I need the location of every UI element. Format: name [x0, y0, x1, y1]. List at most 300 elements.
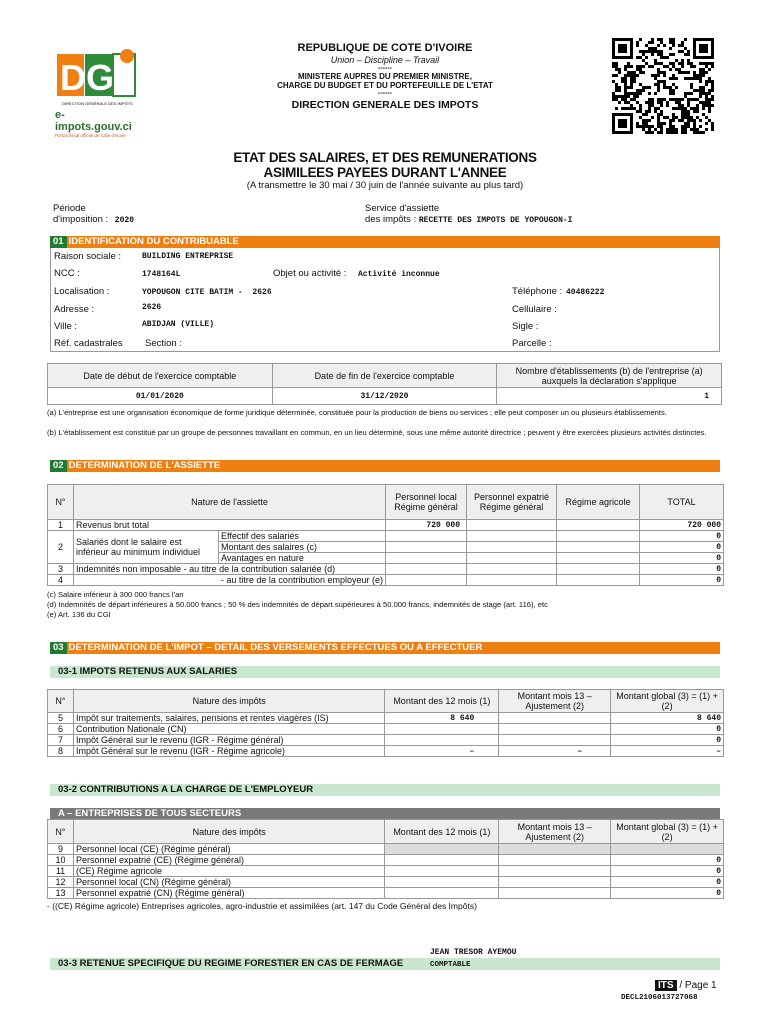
qr-module: [699, 131, 702, 134]
qr-module: [660, 104, 663, 107]
qr-module: [678, 119, 681, 122]
period-label-2: d'imposition :: [53, 214, 109, 225]
qr-module: [657, 62, 660, 65]
qr-module: [711, 86, 714, 89]
qr-module: [660, 56, 663, 59]
row-amount-13: [499, 735, 611, 746]
qr-module: [705, 65, 708, 68]
qr-module: [672, 128, 675, 131]
qr-module: [672, 83, 675, 86]
qr-module: [618, 71, 621, 74]
row-amount-12: –: [385, 746, 499, 757]
qr-module: [651, 101, 654, 104]
qr-module: [684, 95, 687, 98]
dgi-logo: [55, 48, 140, 136]
qr-module: [636, 74, 639, 77]
qr-module: [615, 62, 618, 65]
qr-module: [669, 131, 672, 134]
qr-module: [672, 65, 675, 68]
qr-module: [711, 95, 714, 98]
row-label: Personnel expatrié (CE) (Régime général): [73, 855, 384, 866]
row-number: 1: [48, 520, 74, 531]
telephone-value: 40486222: [566, 288, 605, 297]
qr-module: [666, 86, 669, 89]
qr-module: [624, 68, 627, 71]
qr-module: [693, 128, 696, 131]
qr-module: [630, 80, 633, 83]
qr-module: [648, 101, 651, 104]
row-label: - au titre de la contribution employeur (e): [74, 575, 386, 586]
exercice-start: 01/01/2020: [48, 388, 273, 405]
qr-module: [657, 98, 660, 101]
row-label: Contribution Nationale (CN): [73, 724, 384, 735]
qr-module: [657, 86, 660, 89]
qr-module: [699, 62, 702, 65]
col-header: TOTAL: [640, 485, 724, 520]
qr-module: [702, 68, 705, 71]
direction-title: DIRECTION GENERALE DES IMPOTS: [291, 99, 479, 111]
qr-module: [708, 110, 711, 113]
qr-module: [663, 71, 666, 74]
qr-module: [621, 95, 624, 98]
qr-module: [681, 71, 684, 74]
qr-module: [669, 77, 672, 80]
qr-module: [711, 104, 714, 107]
qr-module: [645, 44, 648, 47]
qr-module: [633, 107, 636, 110]
row-total: 0: [640, 575, 724, 586]
col-header: N°: [48, 690, 74, 713]
qr-module: [627, 92, 630, 95]
qr-module: [705, 128, 708, 131]
table-row: [48, 713, 724, 724]
qr-module: [696, 98, 699, 101]
qr-module: [627, 74, 630, 77]
qr-module: [651, 65, 654, 68]
service-label-2: des impôts :: [365, 214, 417, 225]
qr-module: [690, 98, 693, 101]
localisation-value: YOPOUGON CITE BATIM - 2626: [142, 288, 272, 297]
qr-module: [651, 125, 654, 128]
qr-module: [639, 38, 642, 41]
qr-module: [642, 89, 645, 92]
qr-module: [624, 92, 627, 95]
qr-module: [672, 119, 675, 122]
qr-module: [708, 68, 711, 71]
row-amount-13: –: [499, 746, 611, 757]
qr-module: [642, 125, 645, 128]
table-row: [48, 746, 724, 757]
qr-module: [711, 83, 714, 86]
logo-site: e-impots.gouv.ci: [55, 109, 132, 133]
qr-module: [684, 77, 687, 80]
qr-module: [708, 107, 711, 110]
qr-module: [636, 95, 639, 98]
qr-module: [681, 41, 684, 44]
row-number: 9: [48, 844, 74, 855]
col-header: Montant global (3) = (1) + (2): [611, 820, 724, 844]
row-amount-12: [385, 724, 499, 735]
row-label: Personnel local (CN) (Régime général): [73, 877, 384, 888]
qr-module: [696, 77, 699, 80]
section-02-header: [50, 460, 720, 472]
qr-module: [672, 44, 675, 47]
qr-module: [675, 116, 678, 119]
qr-module: [702, 86, 705, 89]
subsection-03-2: 03-2 CONTRIBUTIONS A LA CHARGE DE L'EMPLOYEUR: [50, 784, 720, 796]
qr-module: [651, 131, 654, 134]
qr-module: [642, 50, 645, 53]
table-row: [48, 724, 724, 735]
qr-module: [612, 95, 615, 98]
col-header: Montant des 12 mois (1): [385, 820, 499, 844]
qr-module: [618, 86, 621, 89]
qr-module: [696, 89, 699, 92]
qr-module: [648, 125, 651, 128]
qr-module: [669, 128, 672, 131]
ministry-line-2: CHARGE DU BUDGET ET DU PORTEFEUILLE DE L'ETAT: [277, 81, 493, 90]
section-title: DETERMINATION DE L'ASSIETTE: [68, 460, 221, 471]
qr-module: [699, 101, 702, 104]
qr-module: [693, 122, 696, 125]
qr-module: [618, 68, 621, 71]
row-amount-13: [499, 713, 611, 724]
qr-module: [654, 107, 657, 110]
qr-module: [627, 62, 630, 65]
qr-module: [645, 113, 648, 116]
note-d: (d) Indemnités de départ inférieures à 50.000 francs ; 50 % des indemnités de départ supérieures à 50.000 francs, indemnités de stage (art. 116), etc: [47, 600, 548, 609]
qr-module: [663, 116, 666, 119]
qr-module: [702, 62, 705, 65]
qr-module: [699, 80, 702, 83]
qr-module: [636, 110, 639, 113]
qr-module: [690, 92, 693, 95]
qr-module: [642, 119, 645, 122]
qr-module: [678, 62, 681, 65]
qr-code-icon: [612, 38, 714, 134]
qr-module: [615, 98, 618, 101]
qr-module: [657, 50, 660, 53]
table-row: [48, 888, 724, 899]
qr-finder: [618, 119, 627, 128]
signatory-name: JEAN TRESOR AYEMOU: [430, 948, 517, 957]
qr-module: [693, 77, 696, 80]
qr-module: [627, 107, 630, 110]
qr-module: [675, 77, 678, 80]
qr-module: [648, 128, 651, 131]
row-number: 13: [48, 888, 74, 899]
qr-module: [639, 125, 642, 128]
row-amount-12: [385, 844, 499, 855]
qr-module: [699, 125, 702, 128]
section-label: Section :: [145, 338, 182, 349]
col-header: Personnel local Régime général: [386, 485, 467, 520]
qr-module: [681, 50, 684, 53]
qr-module: [699, 92, 702, 95]
establishments-count: 1: [497, 388, 722, 405]
qr-module: [672, 92, 675, 95]
qr-module: [687, 77, 690, 80]
qr-module: [630, 83, 633, 86]
qr-module: [657, 74, 660, 77]
qr-module: [651, 116, 654, 119]
qr-module: [681, 104, 684, 107]
qr-module: [645, 131, 648, 134]
qr-module: [618, 95, 621, 98]
localisation-label: Localisation :: [54, 286, 110, 297]
qr-module: [642, 86, 645, 89]
qr-module: [654, 74, 657, 77]
qr-module: [672, 107, 675, 110]
qr-module: [624, 77, 627, 80]
qr-module: [702, 113, 705, 116]
qr-module: [681, 62, 684, 65]
ncc-value: 1748164L: [142, 270, 181, 279]
exercice-header: Date de fin de l'exercice comptable: [272, 364, 497, 388]
doc-subtitle: (A transmettre le 30 mai / 30 juin de l'année suivante au plus tard): [246, 180, 524, 191]
qr-module: [687, 50, 690, 53]
qr-module: [681, 110, 684, 113]
qr-module: [630, 74, 633, 77]
qr-module: [642, 53, 645, 56]
col-header: Montant mois 13 – Ajustement (2): [499, 820, 611, 844]
qr-module: [693, 89, 696, 92]
assiette-table: [47, 484, 724, 586]
row-number: 5: [48, 713, 74, 724]
qr-module: [675, 68, 678, 71]
qr-module: [615, 83, 618, 86]
qr-module: [672, 74, 675, 77]
qr-module: [639, 56, 642, 59]
ville-value: ABIDJAN (VILLE): [142, 320, 215, 329]
qr-module: [669, 122, 672, 125]
qr-module: [654, 77, 657, 80]
qr-module: [636, 92, 639, 95]
qr-module: [672, 131, 675, 134]
qr-module: [633, 92, 636, 95]
dgi-logo-icon: [55, 48, 140, 100]
qr-module: [633, 98, 636, 101]
qr-module: [675, 128, 678, 131]
row-amount-global: 0: [611, 866, 724, 877]
qr-module: [669, 89, 672, 92]
qr-module: [660, 101, 663, 104]
qr-module: [696, 104, 699, 107]
qr-module: [639, 50, 642, 53]
qr-module: [630, 104, 633, 107]
qr-module: [684, 38, 687, 41]
qr-module: [708, 92, 711, 95]
qr-module: [672, 41, 675, 44]
qr-module: [663, 122, 666, 125]
row-label: Personnel expatrié (CN) (Régime général): [73, 888, 384, 899]
qr-module: [678, 107, 681, 110]
qr-module: [690, 119, 693, 122]
declaration-ref: DECL2106013727068: [621, 994, 698, 1002]
row-sublabel: Avantages en nature: [219, 553, 386, 564]
its-badge: ITS: [655, 980, 677, 991]
qr-module: [711, 98, 714, 101]
qr-module: [708, 80, 711, 83]
qr-module: [696, 116, 699, 119]
col-header: N°: [48, 820, 74, 844]
qr-module: [636, 122, 639, 125]
qr-module: [684, 131, 687, 134]
qr-module: [636, 56, 639, 59]
qr-module: [711, 62, 714, 65]
row-number: 3: [48, 564, 74, 575]
qr-module: [663, 98, 666, 101]
exercice-table: [47, 363, 722, 405]
qr-module: [690, 116, 693, 119]
qr-module: [657, 44, 660, 47]
qr-module: [702, 92, 705, 95]
qr-module: [687, 98, 690, 101]
section-number: 01: [50, 236, 67, 248]
qr-module: [693, 98, 696, 101]
qr-module: [630, 107, 633, 110]
qr-module: [669, 41, 672, 44]
qr-module: [660, 62, 663, 65]
cellulaire-label: Cellulaire :: [512, 304, 557, 315]
qr-module: [693, 125, 696, 128]
qr-module: [657, 101, 660, 104]
row-number: 7: [48, 735, 74, 746]
qr-module: [642, 122, 645, 125]
qr-module: [678, 98, 681, 101]
qr-module: [684, 125, 687, 128]
col-header: Nature des impôts: [73, 690, 384, 713]
qr-module: [651, 50, 654, 53]
qr-module: [639, 71, 642, 74]
qr-module: [711, 122, 714, 125]
col-header: Nature de l'assiette: [74, 485, 386, 520]
qr-module: [675, 107, 678, 110]
parcelle-label: Parcelle :: [512, 338, 552, 349]
objet-label: Objet ou activité :: [273, 268, 347, 279]
row-amount-global: 0: [611, 724, 724, 735]
qr-module: [705, 92, 708, 95]
qr-module: [612, 92, 615, 95]
qr-module: [657, 89, 660, 92]
qr-module: [654, 92, 657, 95]
qr-module: [672, 98, 675, 101]
qr-module: [612, 62, 615, 65]
qr-module: [648, 131, 651, 134]
row-amount-13: [499, 844, 611, 855]
row-label: Impôt sur traitements, salaires, pensions et rentes viagères (IS): [73, 713, 384, 724]
qr-module: [678, 104, 681, 107]
qr-module: [666, 128, 669, 131]
qr-module: [693, 119, 696, 122]
row-label: Impôt Général sur le revenu (IGR - Régime général): [73, 735, 384, 746]
qr-module: [675, 131, 678, 134]
qr-module: [681, 128, 684, 131]
qr-module: [636, 44, 639, 47]
qr-module: [618, 101, 621, 104]
row-label: Revenus brut total: [74, 520, 386, 531]
qr-module: [663, 80, 666, 83]
section-title: DETERMINATION DE L'IMPOT – DETAIL DES VERSEMENTS EFFECTUES OU A EFFECTUER: [68, 642, 483, 653]
qr-module: [645, 56, 648, 59]
qr-module: [687, 113, 690, 116]
qr-module: [705, 83, 708, 86]
adresse-label: Adresse :: [54, 304, 95, 315]
row-amount-12: [385, 877, 499, 888]
period-label-1: Période: [53, 203, 86, 214]
row-label: Personnel local (CE) (Régime général): [73, 844, 384, 855]
qr-module: [705, 98, 708, 101]
table-row: [48, 564, 724, 575]
qr-module: [663, 44, 666, 47]
qr-module: [669, 53, 672, 56]
row-amount-12: [385, 888, 499, 899]
sigle-label: Sigle :: [512, 321, 539, 332]
qr-module: [660, 80, 663, 83]
period-value: 2020: [114, 216, 134, 225]
qr-module: [612, 98, 615, 101]
row-value: 720 000: [386, 520, 467, 531]
qr-module: [645, 86, 648, 89]
qr-module: [648, 119, 651, 122]
qr-module: [639, 89, 642, 92]
qr-module: [660, 110, 663, 113]
table-row: [48, 575, 724, 586]
row-amount-13: [499, 888, 611, 899]
qr-module: [684, 53, 687, 56]
row-amount-global: 8 640: [611, 713, 724, 724]
qr-module: [660, 128, 663, 131]
qr-module: [681, 98, 684, 101]
subsection-03-1: 03-1 IMPOTS RETENUS AUX SALARIES: [50, 666, 720, 678]
qr-module: [708, 104, 711, 107]
qr-module: [612, 74, 615, 77]
row-number: 2: [48, 531, 74, 564]
qr-module: [663, 56, 666, 59]
col-header: Montant mois 13 – Ajustement (2): [499, 690, 611, 713]
table-row: [48, 735, 724, 746]
qr-module: [618, 89, 621, 92]
qr-module: [681, 107, 684, 110]
qr-module: [651, 104, 654, 107]
motto: Union – Discipline – Travail: [330, 55, 440, 65]
separator: ------: [378, 65, 392, 72]
table-row: [48, 855, 724, 866]
subsection-a: A – ENTREPRISES DE TOUS SECTEURS: [50, 808, 720, 819]
qr-module: [690, 65, 693, 68]
qr-module: [645, 62, 648, 65]
qr-module: [666, 131, 669, 134]
impots-table: [47, 689, 724, 757]
qr-module: [693, 65, 696, 68]
note-b: (b) L'établissement est constitué par un groupe de personnes travaillant en commun, en un lieu déterminé, sous une même autorité directrice ; peuvent y être exercées plusieurs activités distinctes.: [47, 428, 707, 437]
exercice-header: Date de début de l'exercice comptable: [48, 364, 273, 388]
qr-module: [648, 41, 651, 44]
qr-module: [624, 74, 627, 77]
qr-module: [681, 44, 684, 47]
qr-module: [705, 101, 708, 104]
row-label: Indemnités non imposable - au titre de la contribution salariée (d): [74, 564, 386, 575]
row-total: 0: [640, 542, 724, 553]
telephone-label: Téléphone :: [512, 286, 563, 297]
qr-module: [687, 71, 690, 74]
qr-module: [639, 104, 642, 107]
qr-module: [681, 125, 684, 128]
row-number: 11: [48, 866, 74, 877]
qr-module: [624, 98, 627, 101]
qr-module: [672, 116, 675, 119]
qr-module: [669, 92, 672, 95]
